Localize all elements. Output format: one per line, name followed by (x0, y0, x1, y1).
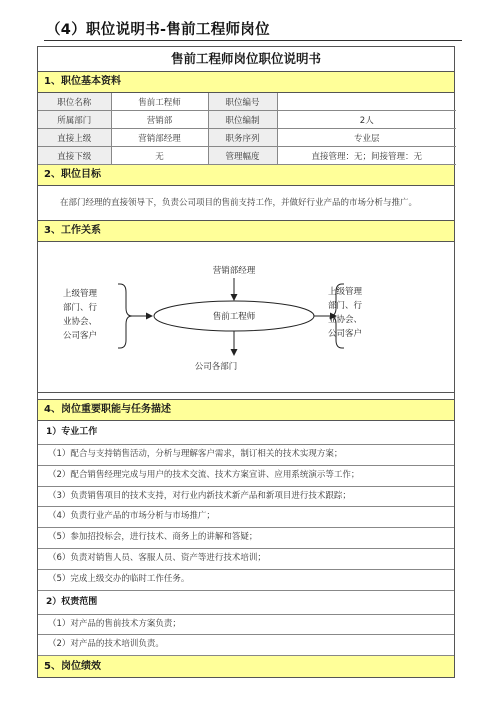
page-heading: （4）职位说明书-售前工程师岗位 (46, 22, 270, 38)
right-label-line: 部门、行 (328, 301, 363, 311)
basic-info-table (38, 93, 456, 165)
right-label-line: 业协会、 (328, 315, 363, 325)
duty-item: （4）负责行业产品的市场分析与市场推广； (38, 507, 454, 528)
field-value (277, 93, 456, 111)
field-label: 职位编制 (208, 111, 277, 129)
left-label-line: 业协会、 (63, 317, 98, 327)
section-goal: 2、职位目标 (38, 165, 454, 186)
field-value: 无 (111, 147, 208, 165)
field-label: 职务序列 (208, 129, 277, 147)
relation-top-label: 营销部经理 (212, 266, 256, 276)
table-row (38, 129, 456, 147)
field-label: 所属部门 (38, 111, 111, 129)
field-label: 直接下级 (38, 147, 111, 165)
duty-item: （6）负责对销售人员、客服人员、资产等进行技术培训； (38, 549, 454, 570)
subsection-authority: 2）权责范围 (38, 591, 454, 615)
section-duties: 4、岗位重要职能与任务描述 (38, 400, 454, 421)
job-description-document (37, 46, 455, 678)
field-label: 职位名称 (38, 93, 111, 111)
subsection-professional-work: 1）专业工作 (38, 421, 454, 445)
field-value: 直接管理：无；间接管理：无 (277, 147, 456, 165)
relation-center-label: 售前工程师 (212, 312, 256, 322)
duty-item: （2）配合销售经理完成与用户的技术交流、技术方案宣讲、应用系统演示等工作； (38, 466, 454, 487)
section-performance: 5、岗位绩效 (38, 656, 454, 677)
left-label-line: 部门、行 (63, 303, 98, 313)
field-value: 营销部 (111, 111, 208, 129)
right-label-line: 公司客户 (328, 329, 363, 339)
relation-bottom-label: 公司各部门 (194, 362, 238, 372)
field-label: 直接上级 (38, 129, 111, 147)
right-label-line: 上级管理 (328, 287, 363, 297)
left-label-line: 上级管理 (63, 289, 98, 299)
field-value: 2人 (277, 111, 456, 129)
field-label: 职位编号 (208, 93, 277, 111)
table-row (38, 147, 456, 165)
authority-item: （1）对产品的售前技术方案负责； (38, 615, 454, 636)
section-basic-info: 1、职位基本资料 (38, 72, 454, 93)
relation-svg (38, 242, 454, 392)
duty-item: （1）配合与支持销售活动，分析与理解客户需求，制订相关的技术实现方案； (38, 445, 454, 466)
left-brace (118, 284, 132, 348)
section-spacer (38, 393, 454, 400)
duty-item: （3）负责销售项目的技术支持，对行业内新技术新产品和新项目进行技术跟踪； (38, 487, 454, 508)
heading-underline (44, 40, 462, 41)
table-row (38, 93, 456, 111)
goal-text: 在部门经理的直接领导下，负责公司项目的售前支持工作，并做好行业产品的市场分析与推广。 (38, 186, 454, 221)
field-label: 管理幅度 (208, 147, 277, 165)
field-value: 营销部经理 (111, 129, 208, 147)
table-row (38, 111, 456, 129)
duty-item: （5）参加招投标会，进行技术、商务上的讲解和答疑； (38, 528, 454, 549)
document-title: 售前工程师岗位职位说明书 (38, 47, 454, 72)
section-work-relations: 3、工作关系 (38, 221, 454, 242)
duty-item: （5）完成上级交办的临时工作任务。 (38, 570, 454, 591)
left-label-line: 公司客户 (63, 331, 98, 341)
work-relation-diagram (38, 242, 454, 393)
authority-item: （2）对产品的技术培训负责。 (38, 635, 454, 656)
field-value: 售前工程师 (111, 93, 208, 111)
field-value: 专业层 (277, 129, 456, 147)
